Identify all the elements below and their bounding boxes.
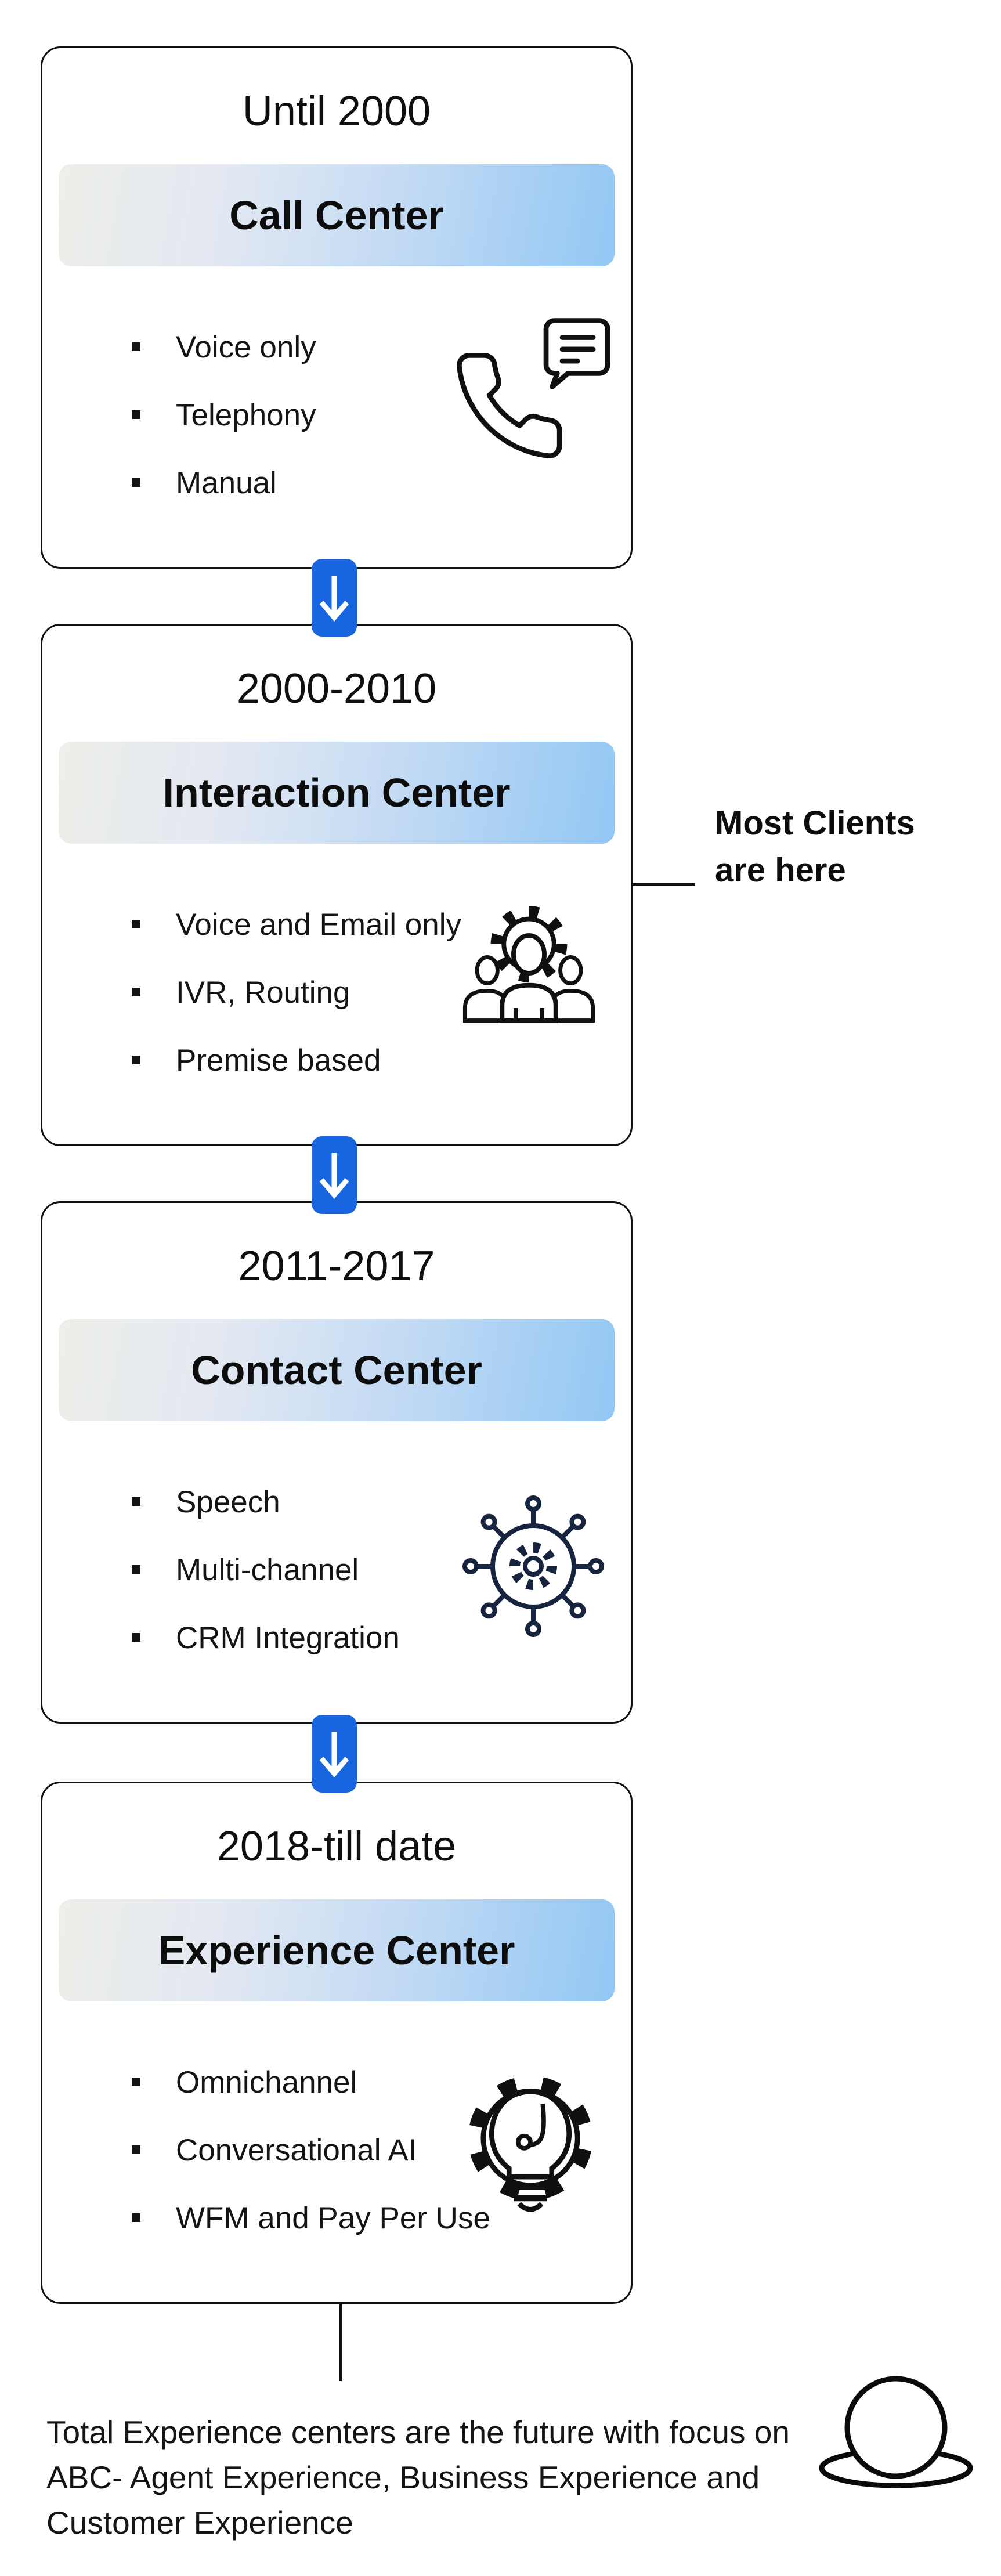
list-item: Telephony — [131, 399, 316, 432]
feature-list — [131, 2066, 490, 2270]
list-item: Voice only — [131, 331, 316, 364]
stage-name: Experience Center — [158, 1928, 515, 1973]
arrow-down-icon — [317, 1146, 352, 1204]
list-item: Speech — [131, 1486, 400, 1519]
arrow-down-icon — [317, 569, 352, 627]
footer-connector-line — [339, 2304, 342, 2381]
person-icon — [814, 2371, 982, 2495]
feature-list — [131, 1486, 400, 1690]
list-item: Omnichannel — [131, 2066, 490, 2099]
stage-name: Contact Center — [191, 1347, 482, 1393]
period-label: 2018-till date — [216, 1823, 457, 1870]
phone-chat-icon — [446, 314, 615, 476]
gear-lightbulb-icon — [446, 2054, 615, 2239]
down-arrow-connector — [312, 559, 357, 637]
feature-list — [131, 909, 461, 1112]
team-gear-icon — [443, 897, 615, 1048]
annotation-text: Most Clients are here — [715, 804, 915, 889]
network-gear-icon — [452, 1485, 615, 1648]
down-arrow-connector — [312, 1715, 357, 1793]
stage-banner — [59, 1319, 615, 1421]
stage-banner — [59, 742, 615, 844]
list-item: Premise based — [131, 1045, 461, 1077]
stage-banner — [59, 164, 615, 266]
down-arrow-connector — [312, 1136, 357, 1214]
timeline-card-experience-center — [41, 1782, 633, 2304]
list-item: Manual — [131, 467, 316, 500]
period-label: 2000-2010 — [236, 666, 437, 712]
feature-list — [131, 331, 316, 535]
list-item: Multi-channel — [131, 1554, 400, 1587]
footer-text: Total Experience centers are the future with focus on ABC- Agent Experience, Business Experience and Customer Experience — [46, 2414, 790, 2541]
timeline-card-interaction-center — [41, 624, 633, 1146]
stage-name: Call Center — [229, 193, 444, 238]
period-label: 2011-2017 — [238, 1243, 435, 1289]
list-item: IVR, Routing — [131, 977, 461, 1009]
list-item: Voice and Email only — [131, 909, 461, 941]
annotation-connector-line — [631, 883, 695, 886]
stage-banner — [59, 1899, 615, 2001]
timeline-card-call-center — [41, 46, 633, 569]
list-item: CRM Integration — [131, 1622, 400, 1654]
timeline-card-contact-center — [41, 1201, 633, 1724]
list-item: WFM and Pay Per Use — [131, 2202, 490, 2235]
period-label: Until 2000 — [242, 88, 431, 135]
arrow-down-icon — [317, 1725, 352, 1783]
list-item: Conversational AI — [131, 2134, 490, 2167]
stage-name: Interaction Center — [162, 770, 511, 815]
